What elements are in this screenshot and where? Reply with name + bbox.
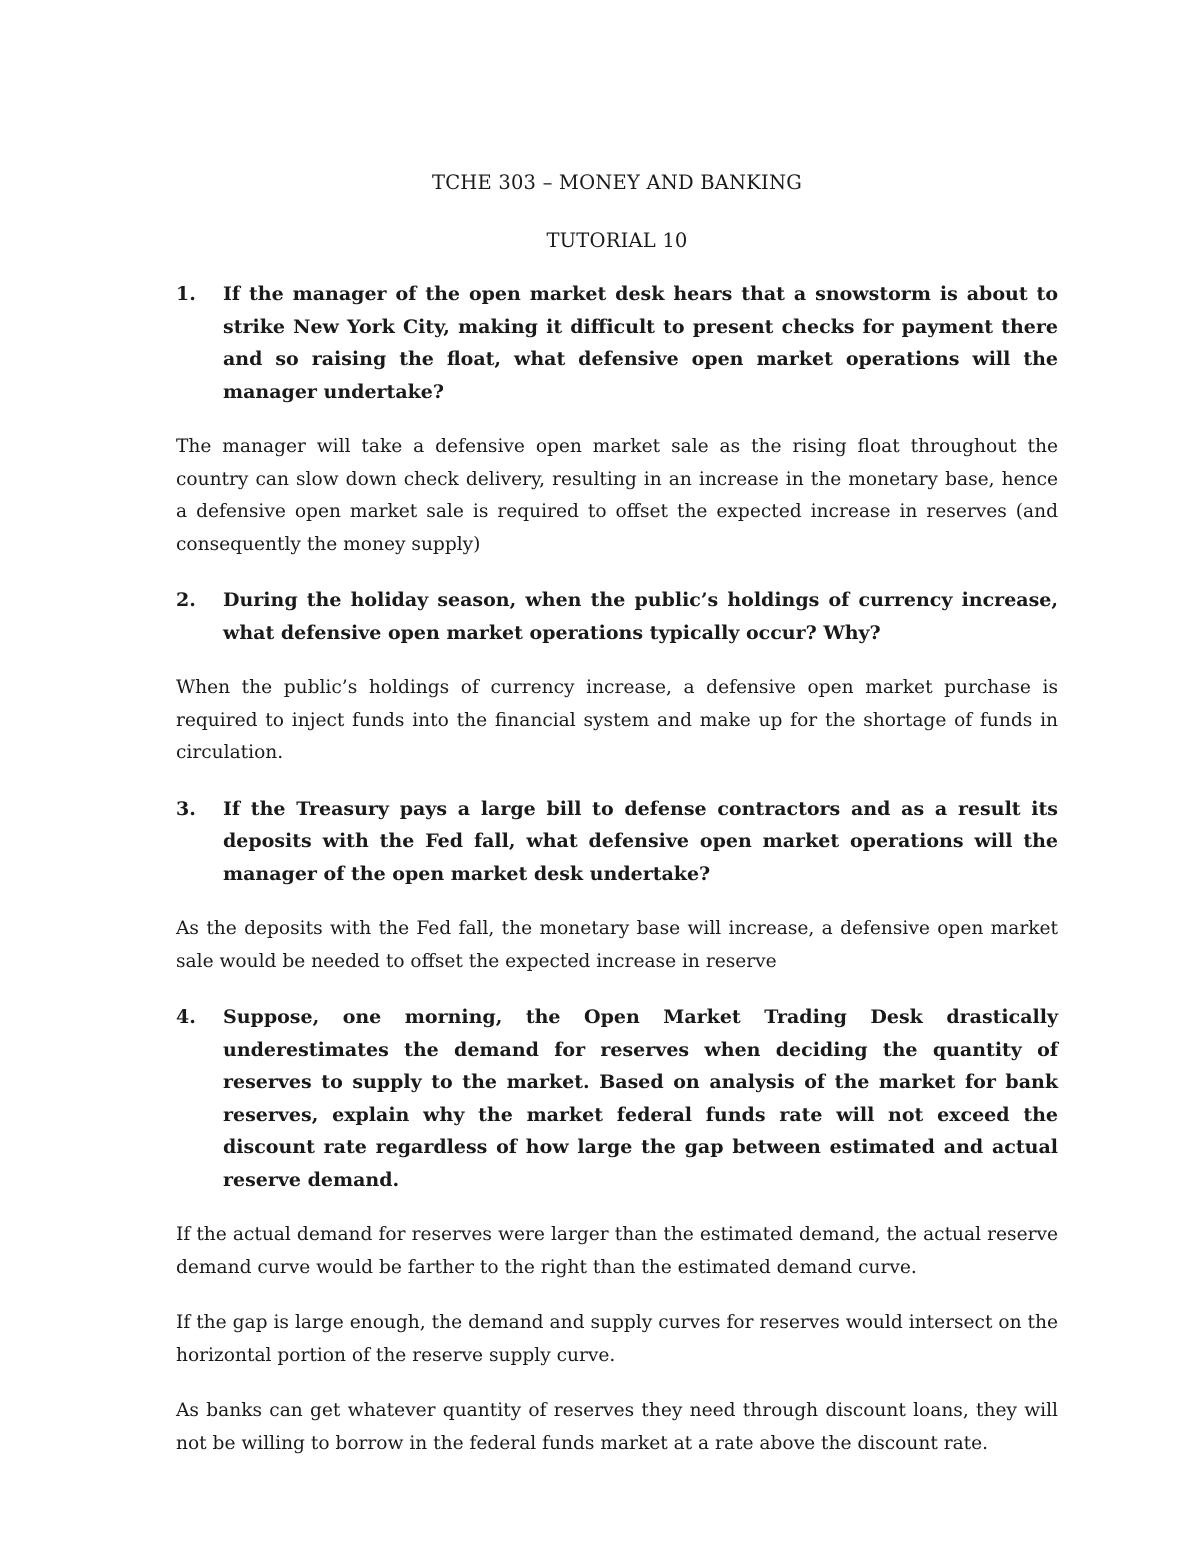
answer-paragraph: If the gap is large enough, the demand and supply curves for reserves would intersect on the horizontal portion of the reserve supply curve.: [176, 1312, 1058, 1366]
answer-paragraph: As the deposits with the Fed fall, the monetary base will increase, a defensive open market sale would be needed to offset the expected increase in reserve: [176, 918, 1058, 972]
question-number: 2.: [176, 589, 196, 611]
tutorial-title: TUTORIAL 10: [546, 229, 688, 252]
question-text: During the holiday season, when the public’s holdings of currency increase, what defensive open market operations typically occur? Why?: [223, 589, 1058, 644]
question-number: 3.: [176, 797, 196, 820]
answer-paragraph: If the actual demand for reserves were larger than the estimated demand, the actual reserve demand curve would be farther to the right than the estimated demand curve.: [176, 1224, 1058, 1278]
question-text: If the Treasury pays a large bill to defense contractors and as a result its deposits with the Fed fall, what defensive open market operations will the manager of the open market desk undertake?: [223, 797, 1058, 885]
question-text: If the manager of the open market desk hears that a snowstorm is about to strike New York City, making it difficult to present checks for payment there and so raising the float, what defensive open market operations will the manager undertake?: [223, 283, 1058, 403]
question-1: [176, 278, 1058, 408]
question-number: 4.: [176, 1006, 196, 1028]
answer-paragraph: The manager will take a defensive open market sale as the rising float throughout the country can slow down check delivery, resulting in an increase in the monetary base, hence a defensive open market sale is required to offset the expected increase in reserves (and consequently the money supply): [176, 436, 1058, 555]
answer-paragraph: When the public’s holdings of currency increase, a defensive open market purchase is required to inject funds into the financial system and make up for the shortage of funds in circulation.: [176, 677, 1058, 763]
answer-paragraph: As banks can get whatever quantity of reserves they need through discount loans, they will not be willing to borrow in the federal funds market at a rate above the discount rate.: [176, 1400, 1058, 1454]
question-3: [176, 793, 1058, 891]
course-title: TCHE 303 – MONEY AND BANKING: [431, 171, 803, 194]
question-number: 1.: [176, 283, 196, 305]
question-text: Suppose, one morning, the Open Market Trading Desk drastically underestimates the demand for reserves when deciding the quantity of reserves to supply to the market. Based on analysis of the market for bank reserves, explain why the market federal funds rate will not exceed the discount rate regardless of how large the gap between estimated and actual reserve demand.: [223, 1006, 1058, 1191]
question-4: [176, 1001, 1058, 1196]
document-page: [176, 168, 1058, 1483]
question-2: [176, 584, 1058, 649]
